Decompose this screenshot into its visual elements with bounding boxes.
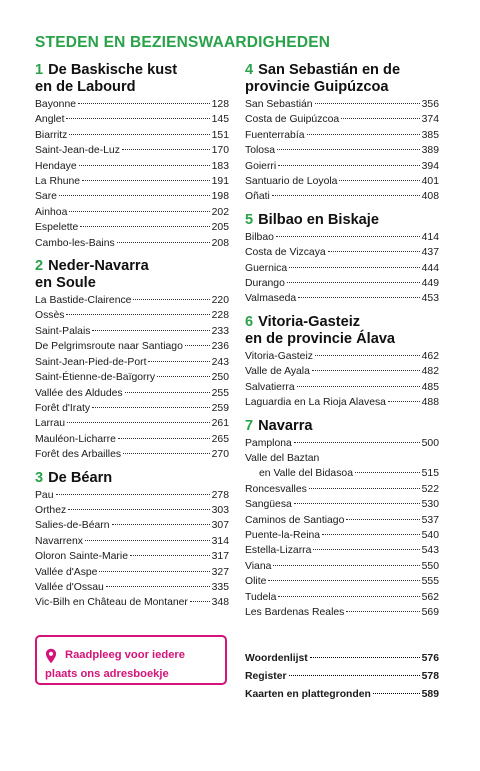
dot-leader [276, 236, 420, 237]
page-number: 385 [421, 129, 439, 141]
toc-entry[interactable] [245, 174, 439, 189]
entry-name: Espelette [35, 222, 79, 234]
dot-leader [297, 386, 420, 387]
toc-entry[interactable] [245, 189, 439, 204]
dot-leader [79, 165, 210, 166]
page-number: 462 [421, 350, 439, 362]
page-number: 449 [421, 278, 439, 290]
page-number: 589 [421, 689, 439, 700]
entry-name: Laguardia en La Rioja Alavesa [245, 397, 386, 409]
page-number: 307 [211, 520, 229, 532]
toc-right-column [245, 62, 439, 627]
toc-entry[interactable] [35, 447, 229, 462]
dot-leader [328, 251, 420, 252]
page-number: 202 [211, 206, 229, 218]
section-title-line-1: Vitoria-Gasteiz [258, 313, 361, 330]
toc-entry[interactable] [245, 482, 439, 497]
section-title[interactable] [35, 62, 229, 96]
entry-name: Sangüesa [245, 499, 292, 511]
dot-leader [85, 540, 210, 541]
dot-leader [294, 503, 420, 504]
dot-leader [56, 494, 210, 495]
section-entries [245, 349, 439, 411]
toc-entry[interactable] [35, 534, 229, 549]
entry-name: Oloron Sainte-Marie [35, 551, 128, 563]
entry-name: Oñati [245, 191, 270, 203]
section-entries [245, 230, 439, 307]
dot-leader [82, 180, 210, 181]
toc-entry[interactable] [35, 143, 229, 158]
toc-section [245, 212, 439, 307]
entry-name: Salvatierra [245, 381, 295, 393]
toc-entry[interactable] [35, 401, 229, 416]
section-entries [35, 293, 229, 462]
dot-leader [339, 180, 419, 181]
toc-entry[interactable] [35, 370, 229, 385]
dot-leader [125, 392, 210, 393]
section-number: 3 [35, 469, 44, 486]
section-title-line-1: Navarra [258, 417, 313, 434]
entry-name: Vallée des Aldudes [35, 387, 123, 399]
entry-name: Tudela [245, 591, 277, 603]
dot-leader [341, 118, 420, 119]
entry-name: Saint-Jean-de-Luz [35, 145, 120, 157]
page-number: 562 [421, 591, 439, 603]
entry-name: Durango [245, 278, 285, 290]
entry-name: Vallée d'Ossau [35, 581, 104, 593]
dot-leader [289, 267, 419, 268]
dot-leader [278, 596, 419, 597]
dot-leader [294, 442, 420, 443]
dot-leader [315, 355, 420, 356]
page-number: 205 [211, 222, 229, 234]
toc-entry[interactable] [35, 174, 229, 189]
dot-leader [346, 519, 419, 520]
dot-leader [148, 361, 209, 362]
toc-entry[interactable] [35, 220, 229, 235]
toc-entry[interactable] [35, 580, 229, 595]
toc-entry[interactable] [35, 236, 229, 251]
entry-name: Register [245, 671, 287, 682]
section-title[interactable] [35, 258, 229, 292]
page-number: 569 [421, 606, 439, 618]
entry-name: Sare [35, 191, 57, 203]
section-entries [35, 97, 229, 251]
entry-name: Puente-la-Reina [245, 529, 321, 541]
toc-section [245, 314, 439, 411]
dot-leader [373, 693, 420, 694]
entry-name: Forêt d'Iraty [35, 402, 91, 414]
entry-name: Viana [245, 560, 272, 572]
section-title[interactable] [245, 212, 439, 229]
toc-entry[interactable] [245, 261, 439, 276]
dot-leader [346, 611, 419, 612]
page-number: 540 [421, 529, 439, 541]
toc-entry[interactable] [245, 245, 439, 260]
dot-leader [298, 297, 419, 298]
entry-name: Guernica [245, 262, 288, 274]
dot-leader [277, 149, 420, 150]
page-number: 537 [421, 514, 439, 526]
dot-leader [315, 103, 420, 104]
toc-left-column [35, 62, 229, 618]
toc-entry[interactable] [245, 112, 439, 127]
section-title-line-1: Bilbao en Biskaje [258, 211, 379, 228]
page-number: 374 [421, 114, 439, 126]
dot-leader [78, 103, 210, 104]
entry-name: San Sebastián [245, 99, 313, 110]
toc-entry[interactable] [245, 291, 439, 306]
page-number: 401 [421, 176, 439, 188]
entry-name: Olite [245, 576, 267, 588]
toc-entry[interactable] [35, 128, 229, 143]
page-number: 228 [211, 310, 229, 322]
entry-name: Tolosa [245, 145, 276, 157]
section-title[interactable] [245, 62, 439, 96]
page-number: 578 [421, 671, 439, 682]
page-number: 128 [211, 99, 229, 110]
toc-entry[interactable] [35, 416, 229, 431]
section-title-line-2: provincie Guipúzcoa [245, 79, 389, 95]
page-number: 208 [211, 237, 229, 249]
dot-leader [273, 565, 419, 566]
dot-leader [268, 580, 419, 581]
page-number: 278 [211, 489, 229, 501]
entry-name: Cambo-les-Bains [35, 237, 115, 249]
dot-leader [313, 549, 419, 550]
toc-entry[interactable] [35, 159, 229, 174]
dot-leader [80, 226, 209, 227]
page-title: STEDEN EN BEZIENSWAARDIGHEDEN [35, 34, 331, 51]
dot-leader [310, 657, 420, 658]
toc-entry[interactable] [245, 143, 439, 158]
section-title-line-1: Neder-Navarra [48, 258, 149, 275]
dot-leader [59, 195, 210, 196]
page-number: 414 [421, 231, 439, 243]
toc-entry[interactable] [245, 436, 439, 451]
page-number: 550 [421, 560, 439, 572]
entry-name: Estella-Lizarra [245, 545, 312, 557]
page-number: 261 [211, 418, 229, 430]
entry-name: Forêt des Arbailles [35, 449, 122, 461]
section-number: 1 [35, 62, 44, 78]
toc-entry[interactable] [245, 276, 439, 291]
entry-name: Larrau [35, 418, 66, 430]
dot-leader [69, 134, 209, 135]
entry-name: Vallée d'Aspe [35, 566, 98, 578]
toc-entry[interactable] [245, 574, 439, 589]
appendix-list [245, 650, 439, 704]
notice-line-2: plaats ons adresboekje [45, 668, 169, 680]
appendix-entry[interactable] [245, 686, 439, 704]
entry-name: Orthez [35, 504, 67, 516]
map-pin-icon [45, 648, 57, 664]
toc-entry[interactable] [245, 349, 439, 364]
section-title[interactable] [35, 470, 229, 487]
page-number: 530 [421, 499, 439, 511]
toc-entry[interactable] [245, 159, 439, 174]
page-number: 543 [421, 545, 439, 557]
toc-entry[interactable] [245, 543, 439, 558]
entry-name: Vitoria-Gasteiz [245, 350, 313, 362]
dot-leader [130, 555, 210, 556]
page-number: 444 [421, 262, 439, 274]
page-number: 170 [211, 145, 229, 157]
entry-name: Mauléon-Licharre [35, 433, 116, 445]
dot-leader [68, 509, 209, 510]
toc-entry[interactable] [245, 230, 439, 245]
page-number: 220 [211, 295, 229, 307]
toc-entry[interactable] [245, 395, 439, 410]
toc-section [35, 62, 229, 251]
toc-entry[interactable] [35, 97, 229, 112]
page-number: 453 [421, 293, 439, 305]
section-number: 4 [245, 62, 254, 78]
dot-leader [123, 453, 210, 454]
entry-name: Bayonne [35, 99, 77, 110]
section-title-line-2: en Soule [35, 275, 96, 292]
toc-entry[interactable] [35, 189, 229, 204]
section-number: 2 [35, 258, 44, 275]
page-number: 303 [211, 504, 229, 516]
toc-entry[interactable] [35, 386, 229, 401]
entry-name: Pamplona [245, 437, 292, 449]
page-number: 515 [421, 468, 439, 480]
toc-entry[interactable] [35, 205, 229, 220]
section-entries [245, 97, 439, 205]
entry-name: Costa de Guipúzcoa [245, 114, 340, 126]
toc-entry[interactable] [245, 97, 439, 112]
toc-entry[interactable] [35, 339, 229, 354]
section-title-line-2: en de provincie Álava [245, 330, 396, 347]
toc-section [245, 418, 439, 621]
entry-name: Goierri [245, 160, 277, 172]
appendix-entry[interactable] [245, 668, 439, 686]
page-number: 555 [421, 576, 439, 588]
toc-entry[interactable] [245, 559, 439, 574]
toc-entry[interactable] [35, 432, 229, 447]
page-number: 151 [211, 129, 229, 141]
toc-entry[interactable] [35, 355, 229, 370]
entry-name: Ainhoa [35, 206, 68, 218]
toc-entry[interactable] [35, 112, 229, 127]
page-number: 191 [211, 176, 229, 188]
entry-name: Woordenlijst [245, 653, 308, 664]
appendix-entry[interactable] [245, 650, 439, 668]
dot-leader [66, 314, 209, 315]
dot-leader [312, 370, 420, 371]
toc-entry[interactable] [245, 364, 439, 379]
toc-section [245, 62, 439, 205]
entry-name: Kaarten en plattegronden [245, 689, 371, 700]
toc-entry[interactable] [245, 380, 439, 395]
toc-entry[interactable] [245, 513, 439, 528]
entry-name: Roncesvalles [245, 483, 307, 495]
dot-leader [289, 675, 420, 676]
page-number: 183 [211, 160, 229, 172]
page-number: 485 [421, 381, 439, 393]
page-number: 255 [211, 387, 229, 399]
dot-leader [309, 488, 420, 489]
page-number: 500 [421, 437, 439, 449]
toc-entry[interactable] [245, 451, 439, 466]
entry-name: Anglet [35, 114, 65, 126]
toc-entry[interactable] [35, 595, 229, 610]
dot-leader [118, 438, 210, 439]
page-number: 348 [211, 597, 229, 609]
toc-section [35, 258, 229, 462]
entry-name: Saint-Étienne-de-Baïgorry [35, 372, 156, 384]
page-number: 233 [211, 325, 229, 337]
section-title[interactable] [245, 418, 439, 435]
toc-entry[interactable] [245, 590, 439, 605]
entry-name: Fuenterrabía [245, 129, 305, 141]
toc-entry[interactable] [245, 128, 439, 143]
page-number: 522 [421, 483, 439, 495]
toc-entry[interactable] [35, 565, 229, 580]
page-number: 389 [421, 145, 439, 157]
dot-leader [133, 299, 209, 300]
entry-name: Navarrenx [35, 535, 83, 547]
dot-leader [388, 401, 420, 402]
page-number: 317 [211, 551, 229, 563]
page-number: 437 [421, 247, 439, 259]
notice-line-1: Raadpleeg voor iedere [65, 649, 185, 661]
dot-leader [355, 472, 420, 473]
entry-name: Santuario de Loyola [245, 176, 338, 188]
address-book-notice [35, 635, 227, 685]
entry-name: Saint-Jean-Pied-de-Port [35, 356, 147, 368]
section-entries [35, 488, 229, 611]
page-number: 314 [211, 535, 229, 547]
dot-leader [69, 211, 209, 212]
toc-entry[interactable] [245, 466, 439, 481]
toc-entry[interactable] [35, 488, 229, 503]
page-number: 408 [421, 191, 439, 203]
entry-name: Costa de Vizcaya [245, 247, 326, 259]
dot-leader [117, 242, 210, 243]
entry-name: Valle del Baztan [245, 452, 320, 464]
section-entries [245, 436, 439, 621]
entry-name: en Valle del Bidasoa [259, 468, 353, 480]
toc-entry[interactable] [35, 324, 229, 339]
dot-leader [99, 571, 209, 572]
dot-leader [322, 534, 420, 535]
toc-entry[interactable] [245, 497, 439, 512]
dot-leader [157, 376, 210, 377]
dot-leader [122, 149, 210, 150]
section-number: 6 [245, 313, 254, 330]
section-number: 7 [245, 417, 254, 434]
dot-leader [67, 422, 210, 423]
entry-name: Saint-Palais [35, 325, 91, 337]
entry-name: Hendaye [35, 160, 77, 172]
page-number: 576 [421, 653, 439, 664]
page-number: 335 [211, 581, 229, 593]
page-number: 356 [421, 99, 439, 110]
dot-leader [272, 195, 420, 196]
page-number: 394 [421, 160, 439, 172]
toc-entry[interactable] [35, 308, 229, 323]
dot-leader [106, 586, 210, 587]
page-number: 265 [211, 433, 229, 445]
entry-name: Biarritz [35, 129, 68, 141]
section-title-line-1: San Sebastián en de [258, 62, 401, 78]
entry-name: Vic-Bilh en Château de Montaner [35, 597, 188, 609]
entry-name: Bilbao [245, 231, 274, 243]
page-number: 198 [211, 191, 229, 203]
page-number: 327 [211, 566, 229, 578]
toc-entry[interactable] [35, 293, 229, 308]
dot-leader [287, 282, 420, 283]
section-number: 5 [245, 211, 254, 228]
section-title[interactable] [245, 314, 439, 348]
page-number: 270 [211, 449, 229, 461]
entry-name: Valle de Ayala [245, 366, 310, 378]
dot-leader [278, 165, 419, 166]
page-number: 236 [211, 341, 229, 353]
dot-leader [66, 118, 209, 119]
dot-leader [92, 407, 210, 408]
page-number: 482 [421, 366, 439, 378]
entry-name: Pau [35, 489, 54, 501]
dot-leader [190, 601, 210, 602]
page-number: 243 [211, 356, 229, 368]
page-number: 259 [211, 402, 229, 414]
entry-name: Les Bardenas Reales [245, 606, 345, 618]
toc-entry[interactable] [245, 528, 439, 543]
entry-name: Ossès [35, 310, 65, 322]
page-number: 145 [211, 114, 229, 126]
dot-leader [112, 524, 210, 525]
toc-entry[interactable] [245, 605, 439, 620]
entry-name: Salies-de-Béarn [35, 520, 110, 532]
entry-name: De Pelgrimsroute naar Santiago [35, 341, 183, 353]
page-number: 488 [421, 397, 439, 409]
section-title-line-1: De Baskische kust [48, 62, 178, 78]
section-title-line-2: en de Labourd [35, 79, 136, 95]
section-title-line-1: De Béarn [48, 469, 113, 486]
page-number: 250 [211, 372, 229, 384]
entry-name: La Bastide-Clairence [35, 295, 132, 307]
entry-name: Valmaseda [245, 293, 297, 305]
toc-entry[interactable] [35, 503, 229, 518]
toc-entry[interactable] [35, 518, 229, 533]
entry-name: Caminos de Santiago [245, 514, 345, 526]
dot-leader [185, 345, 210, 346]
entry-name: La Rhune [35, 176, 81, 188]
toc-entry[interactable] [35, 549, 229, 564]
dot-leader [92, 330, 209, 331]
toc-section [35, 470, 229, 611]
dot-leader [307, 134, 420, 135]
